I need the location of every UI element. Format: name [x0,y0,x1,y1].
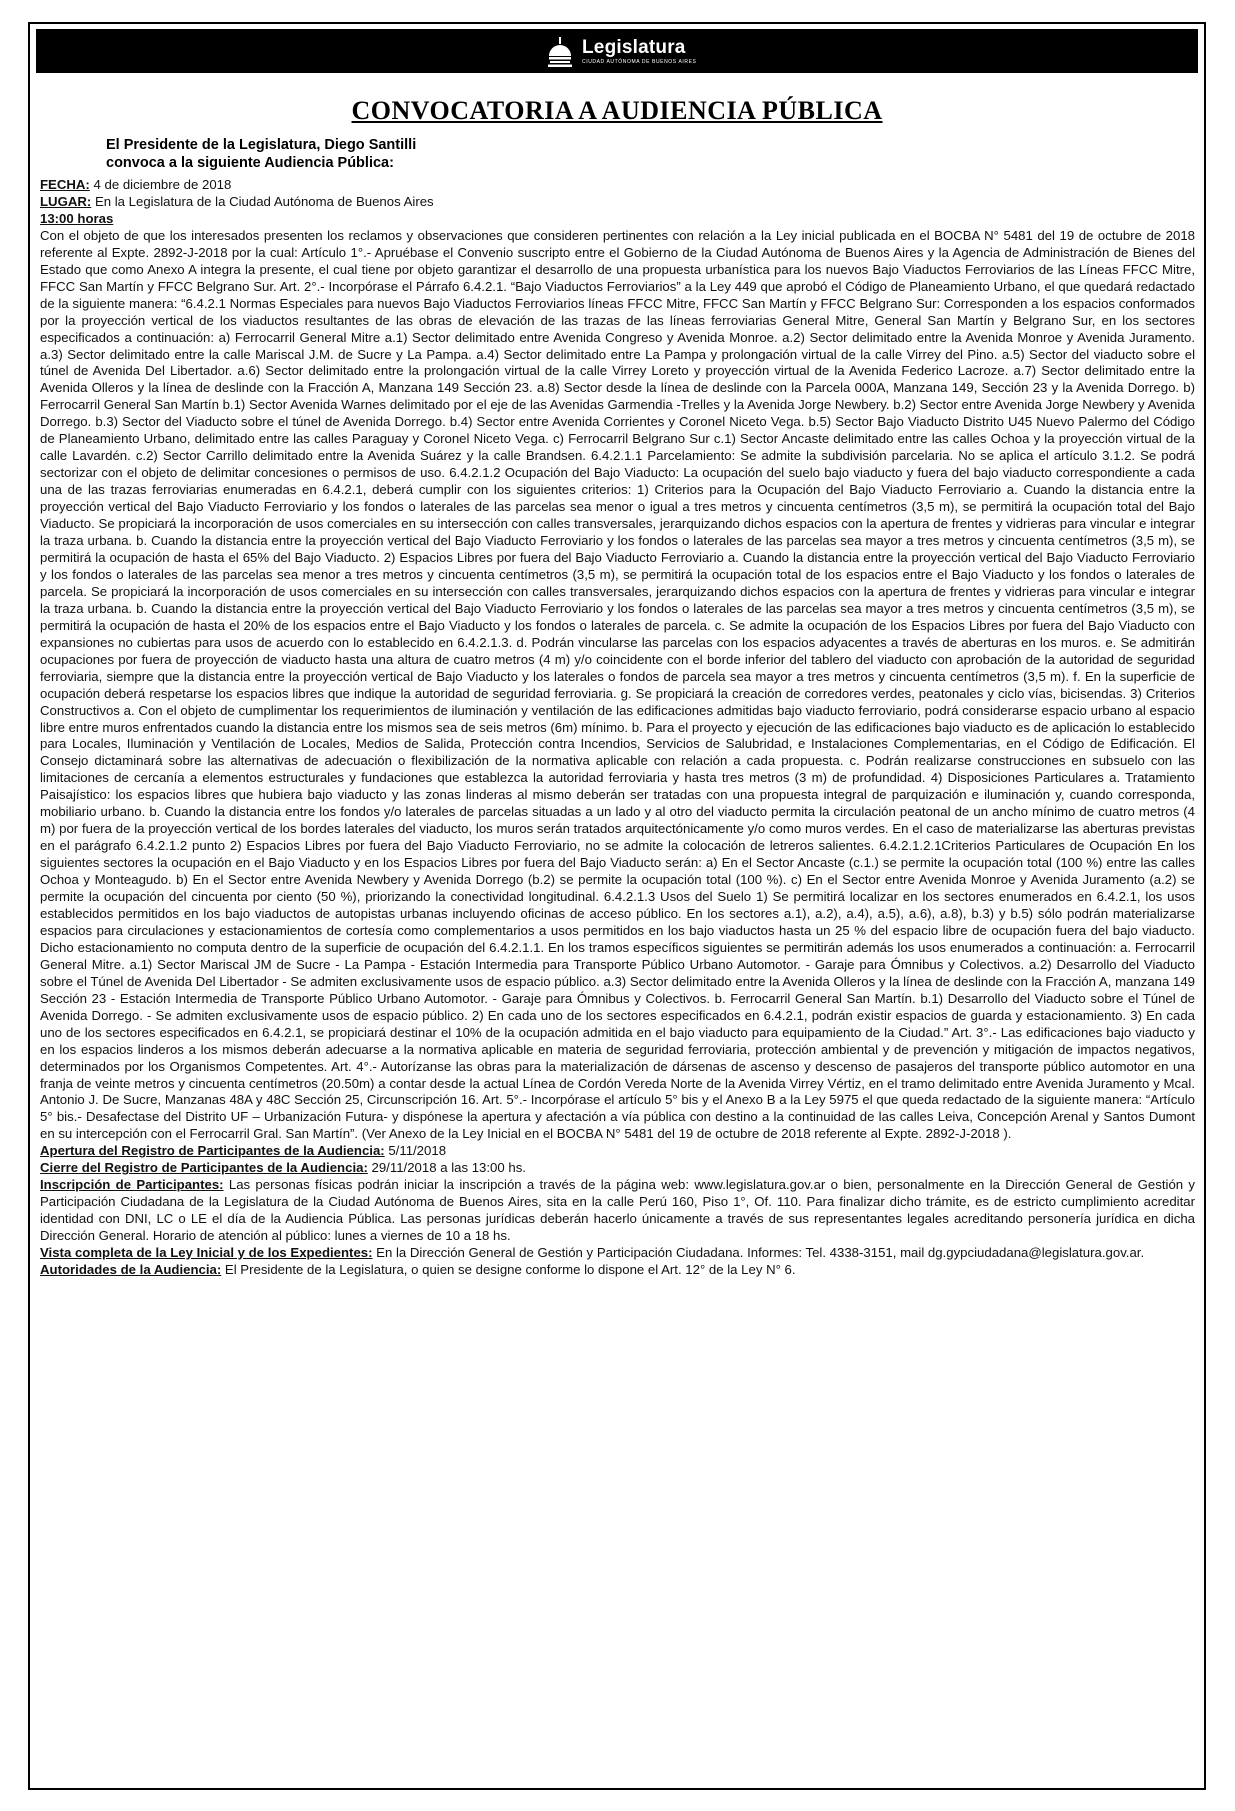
lugar-line [40,194,1195,211]
autoridades-label: Autoridades de la Audiencia: [40,1262,222,1277]
intro-line-2: convoca a la siguiente Audiencia Pública: [106,155,394,171]
hora-line [40,211,1195,228]
legislatura-logo [546,33,696,69]
intro-block [106,136,806,172]
cierre-value: 29/11/2018 a las 13:00 hs. [367,1160,526,1176]
vista-value: En la Dirección General de Gestión y Participación Ciudadana. Informes: Tel. 4338-3151, mail dg.gypciudadana@legislatura.gov.ar. [372,1245,1145,1261]
document-frame [28,22,1206,1790]
inscripcion-value: Las personas físicas podrán iniciar la inscripción a través de la página web: www.legislatura.gov.ar o bien, personalmente en la Dirección General de Gestión y Participación Ciudadana de la Legislatura de la Ciudad Autónoma de Buenos Aires, sita en la calle Perú 160, Piso 1°, Of. 110. Para finalizar dicho trámite, es de estricto cumplimiento acreditar identidad con DNI, LC o LE el día de la Audiencia Pública. Las personas jurídicas deberán hacerlo únicamente a través de sus representantes legales acreditando personería jurídica en dicha Dirección General. Horario de atención al público: lunes a viernes de 10 a 18 hs. [40,1177,1196,1244]
fecha-line [40,177,1195,194]
header-banner [36,29,1198,73]
legislatura-building-icon [546,34,574,68]
document-body [40,177,1195,1279]
hora-label: 13:00 horas [40,210,114,226]
fecha-value: 4 de diciembre de 2018 [89,177,232,192]
inscripcion-paragraph [40,1177,1195,1245]
logo-name: Legislatura [582,36,686,58]
lugar-label: LUGAR: [40,193,92,209]
lugar-value: En la Legislatura de la Ciudad Autónoma de Buenos Aires [91,193,434,209]
autoridades-paragraph [40,1262,1195,1279]
apertura-value: 5/11/2018 [384,1143,447,1159]
apertura-line [40,1143,1195,1160]
main-paragraph: Con el objeto de que los interesados presenten los reclamos y observaciones que consideren pertinentes con relación a la Ley inicial publicada en el BOCBA N° 5481 del 19 de octubre de 2018 referente al Expte. 2892-J-2018 por la cual: Artículo 1°.- Apruébase el Convenio suscripto entre el Gobierno de la Ciudad Autónoma de Buenos Aires y la Agencia de Administración de Bienes del Estado que como Anexo A integra la presente, el cual tiene por objeto garantizar el desarrollo de una propuesta urbanística para los nuevos Bajo Viaductos Ferroviarios de las Líneas FFCC Mitre, FFCC San Martín y FFCC Belgrano Sur. Art. 2°.- Incorpórase el Párrafo 6.4.2.1. “Bajo Viaductos Ferroviarios” a la Ley 449 que aprobó el Código de Planeamiento Urbano, el que quedará redactado de la siguiente manera: “6.4.2.1 Normas Especiales para nuevos Bajo Viaductos Ferroviarios líneas FFCC Mitre, FFCC San Martín y FFCC Belgrano Sur: Corresponden a los espacios conformados por la proyección vertical de los viaductos resultantes de las obras de elevación de las trazas de las líneas ferroviarias General Mitre, General San Martín y Belgrano Sur, en los sectores especificados a continuación: a) Ferrocarril General Mitre a.1) Sector delimitado entre Avenida Congreso y Avenida Monroe. a.2) Sector delimitado entre la Avenida Monroe y Avenida Juramento. a.3) Sector delimitado entre la calle Mariscal J.M. de Sucre y La Pampa. a.4) Sector delimitado entre La Pampa y prolongación virtual de la calle Virrey del Pino. a.5) Sector del viaducto sobre el túnel de Avenida Del Libertador. a.6) Sector delimitado entre la prolongación virtual de la calle Virrey Loreto y proyección virtual de la Avenida Federico Lacroze. a.7) Sector delimitado entre la Avenida Olleros y la línea de deslinde con la Fracción A, Manzana 149 Sección 23. a.8) Sector desde la línea de deslinde con la Parcela 000A, Manzana 149, Sección 23 y la Avenida Dorrego. b) Ferrocarril General San Martín b.1) Sector Avenida Warnes delimitado por el eje de las Avenidas Garmendia -Trelles y la Avenida Jorge Newbery. b.2) Sector entre Avenida Jorge Newbery y Avenida Dorrego. b.3) Sector del Viaducto sobre el túnel de Avenida Dorrego. b.4) Sector entre Avenida Corrientes y Coronel Niceto Vega. b.5) Sector Bajo Viaducto Distrito U45 Nuevo Palermo del Código de Planeamiento Urbano, delimitado entre las calles Paraguay y Coronel Niceto Vega. c) Ferrocarril Belgrano Sur c.1) Sector Ancaste delimitado entre las calles Ochoa y la proyección virtual de la calle Lavardén. c.2) Sector Carrillo delimitado entre la Avenida Suárez y la calle Brandsen. 6.4.2.1.1 Parcelamiento: Se admite la subdivisión parcelaria. No se aplica el artículo 3.1.2. Se podrá sectorizar con el objeto de delimitar concesiones o permisos de uso. 6.4.2.1.2 Ocupación del Bajo Viaducto: La ocupación del suelo bajo viaducto y fuera del bajo viaducto correspondiente a cada una de las trazas ferroviarias enumeradas en 6.4.2.1, deberá cumplir con los siguientes criterios: 1) Criterios para la Ocupación del Bajo Viaducto Ferroviario a. Cuando la distancia entre la proyección vertical del Bajo Viaducto Ferroviario y los fondos o laterales de las parcelas sea menor o igual a tres metros y cincuenta centímetros (3,5 m), se permitirá la ocupación total del Bajo Viaducto. Se propiciará la incorporación de usos comerciales en su intersección con calles transversales, jerarquizando dichos espacios con la apertura de frentes y vidrieras para vincular e integrar la traza urbana. b. Cuando la distancia entre la proyección vertical del Bajo Viaducto Ferroviario y los fondos o laterales de las parcelas sea mayor a tres metros y cincuenta centímetros (3,5 m), se permitirá la ocupación de hasta el 65% del Bajo Viaducto. 2) Espacios Libres por fuera del Bajo Viaducto Ferroviario a. Cuando la distancia entre la proyección vertical del Bajo Viaducto Ferroviario y los fondos o laterales de las parcelas sea menor a tres metros y cincuenta centímetros (3,5 m), se permitirá la ocupación total de los espacios entre el Bajo Viaducto y los fondos o laterales de parcela. Se propiciará la incorporación de usos comerciales en su intersección con calles transversales, jerarquizando dichos espacios con la apertura de frentes y vidrieras para vincular e integrar la traza urbana. b. Cuando la distancia entre la proyección vertical del Bajo Viaducto Ferroviario y los fondos o laterales de las parcelas sea mayor a tres metros y cincuenta centímetros (3,5 m), se permitirá la ocupación de hasta el 20% de los espacios entre el Bajo Viaducto y los fondos o laterales de parcela. c. Se admite la ocupación de los Espacios Libres por fuera del Bajo Viaducto con expansiones no cubiertas para usos de acuerdo con lo establecido en 6.4.2.1.3. d. Podrán vincularse las parcelas con los espacios adyacentes a través de aberturas en los muros. e. Se admitirán ocupaciones por fuera de proyección de viaducto hasta una altura de cuatro metros (4 m) y/o coincidente con el borde inferior del tablero del viaducto con aprobación de la autoridad de seguridad ferroviaria, siempre que la distancia entre la proyección vertical de Bajo Viaducto y los laterales o fondos de parcela sea mayor a tres metros y cincuenta centímetros (3,5 m). f. En la superficie de ocupación deberá respetarse los espacios libres que indique la autoridad de seguridad ferroviaria. g. Se propiciará la creación de corredores verdes, peatonales y ciclo vías, bicisendas. 3) Criterios Constructivos a. Con el objeto de cumplimentar los requerimientos de iluminación y ventilación de las edificaciones admitidas bajo viaducto ferroviario, podrá considerarse espacio urbano al espacio libre entre muros enfrentados cuando la distancia entre los mismos sea de seis metros (6m) mínimo. b. Para el proyecto y ejecución de las edificaciones bajo viaducto es de aplicación lo establecido para Locales, Iluminación y Ventilación de Locales, Medios de Salida, Protección contra Incendios, Servicios de Salubridad, e Instalaciones Complementarias, en el Código de Edificación. El Consejo dictaminará sobre las alternativas de adecuación o flexibilización de la normativa aplicable con relación a cada propuesta. c. Podrán realizarse construcciones en subsuelo con las limitaciones de cercanía a elementos estructurales y fundaciones que establezca la autoridad ferroviaria y hasta tres metros (3 m) de profundidad. 4) Disposiciones Particulares a. Tratamiento Paisajístico: los espacios libres que hubiera bajo viaducto y las zonas linderas al mismo deberán ser tratadas con una propuesta integral de parquización e iluminación y, cuando corresponda, mobiliario urbano. b. Cuando la distancia entre los fondos y/o laterales de parcelas situadas a un lado y al otro del viaducto permita la circulación peatonal de un ancho mínimo de cuatro metros (4 m) por fuera de la proyección vertical de los bordes laterales del viaducto, los muros serán tratados arquitectónicamente y/o como muros verdes. En el caso de materializarse las aberturas previstas en el parágrafo 6.4.2.1.2 punto 2) Espacios Libres por fuera del Bajo Viaducto Ferroviario, no se admite la colocación de letreros salientes. 6.4.2.1.2.1Criterios Particulares de Ocupación En los siguientes sectores la ocupación en el Bajo Viaducto y en los Espacios Libres por fuera del Bajo Viaducto serán: a) En el Sector Ancaste (c.1.) se permite la ocupación total (100 %) entre las calles Ochoa y Monteagudo. b) En el Sector entre Avenida Newbery y Avenida Dorrego (b.2) se permite la ocupación total (100 %). c) En el Sector entre Avenida Monroe y Avenida Juramento (a.2) se permite la ocupación del cincuenta por ciento (50 %), priorizando la conectividad longitudinal. 6.4.2.1.3 Usos del Suelo 1) Se permitirá localizar en los sectores enumerados en 6.4.2.1, los usos establecidos permitidos en los bajo viaductos de autopistas urbanas incluyendo oficinas de acceso público. En los sectores a.1), a.2), a.4), a.5), a.6), a.8), b.3) y b.5) sólo podrán materializarse espacios para circulaciones y estacionamientos de cortesía como complementarios a usos permitidos en los bajo viaductos hasta un 25 % del espacio libre de ocupación fuera del bajo viaducto. Dicho estacionamiento no computa dentro de la superficie de ocupación del 6.4.2.1.1. En los tramos específicos siguientes se permitirán además los usos enumerados a continuación: a. Ferrocarril General Mitre. a.1) Sector Mariscal JM de Sucre - La Pampa - Estación Intermedia para Transporte Público Urbano Automotor. - Garaje para Ómnibus y Colectivos. a.2) Desarrollo del Viaducto sobre el Túnel de Avenida Del Libertador - Se admiten exclusivamente usos de espacio público. a.3) Sector delimitado entre la Avenida Olleros y la línea de deslinde con la Fracción A, manzana 149 Sección 23 - Estación Intermedia de Transporte Público Urbano Automotor. - Garaje para Ómnibus y Colectivos. b. Ferrocarril General San Martín. b.1) Desarrollo del Viaducto sobre el Túnel de Avenida Dorrego. - Se admiten exclusivamente usos de espacio público. 2) En cada uno de los sectores especificados en 6.4.2.1, podrán existir espacios de guarda y estacionamiento. 3) En cada uno de los sectores especificados en 6.4.2.1, se propiciará destinar el 10% de la ocupación admitida en el bajo viaducto para equipamiento de la Ciudad.” Art. 3°.- Las edificaciones bajo viaducto y en los espacios linderos a los mismos deberán adecuarse a la normativa aplicable en materia de seguridad ferroviaria, protección ambiental y de prevención y mitigación de impactos negativos, determinados por los Organismos Competentes. Art. 4°.- Autorízanse las obras para la materialización de dársenas de ascenso y descenso de pasajeros del transporte público automotor en una franja de veinte metros y cincuenta centímetros (20.50m) a contar desde la actual Línea de Cordón Vereda Norte de la Avenida Virrey Vértiz, en el tramo delimitado entre Avenida Juramento y Mcal. Antonio J. De Sucre, Manzanas 48A y 48C Sección 25, Circunscripción 16. Art. 5°.- Incorpórase el artículo 5° bis y el Anexo B a la Ley 5975 el que queda redactado de la siguiente manera: “Artículo 5° bis.- Desafectase del Distrito UF – Urbanización Futura- y dispónese la apertura y afectación a vía pública con destino a la continuidad de las calles Leiva, Concepción Arenal y Santos Dumont en su intercepción con el Ferrocarril Gral. San Martín”. (Ver Anexo de la Ley Inicial en el BOCBA N° 5481 del 19 de octubre de 2018 referente al Expte. 2892-J-2018 ). [40,227,1195,1142]
fecha-label: FECHA: [40,177,90,192]
cierre-label: Cierre del Registro de Participantes de la Audiencia: [40,1160,368,1176]
logo-subtitle: CIUDAD AUTÓNOMA DE BUENOS AIRES [582,58,697,65]
vista-label: Vista completa de la Ley Inicial y de los Expedientes: [40,1245,373,1261]
intro-line-1: El Presidente de la Legislatura, Diego Santilli [106,137,417,153]
page-title: CONVOCATORIA A AUDIENCIA PÚBLICA [351,96,883,125]
cierre-line [40,1160,1195,1177]
apertura-label: Apertura del Registro de Participantes de la Audiencia: [40,1143,385,1159]
vista-paragraph [40,1245,1195,1262]
inscripcion-label: Inscripción de Participantes: [40,1177,224,1193]
autoridades-value: El Presidente de la Legislatura, o quien se designe conforme lo dispone el Art. 12° de la Ley N° 6. [221,1262,796,1277]
